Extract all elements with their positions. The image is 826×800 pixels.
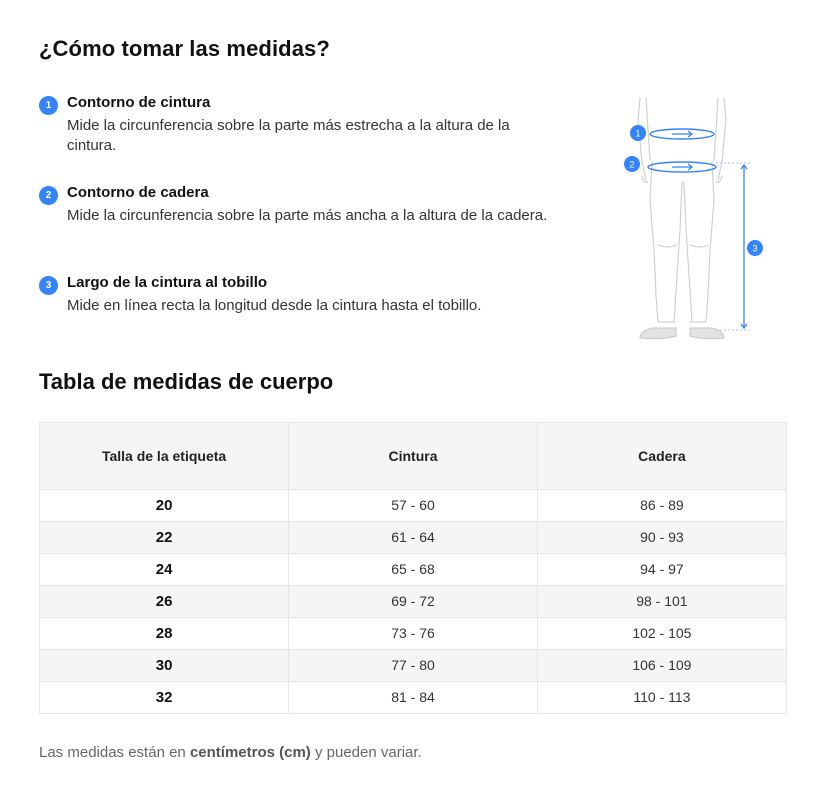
size-cell: 26 <box>40 585 289 617</box>
size-cell: 20 <box>40 489 289 521</box>
units-note-prefix: Las medidas están en <box>39 744 190 761</box>
size-cell: 22 <box>40 521 289 553</box>
table-title: Tabla de medidas de cuerpo <box>39 369 334 394</box>
step-number-badge: 1 <box>39 96 58 115</box>
table-row <box>40 649 786 681</box>
column-header-hip: Cadera <box>537 423 786 489</box>
hip-cell: 110 - 113 <box>633 689 691 706</box>
figure-marker-3: 3 <box>752 243 758 254</box>
hip-cell: 102 - 105 <box>537 617 786 649</box>
units-note-bold: centímetros (cm) <box>189 744 311 761</box>
body-measurement-illustration-icon <box>612 90 772 350</box>
table-row <box>40 521 786 553</box>
waist-cell: 57 - 60 <box>289 489 538 521</box>
hip-cell: 106 - 109 <box>537 649 786 681</box>
hip-cell: 86 - 89 <box>537 489 786 521</box>
step-description: Mide en línea recta la longitud desde la cintura hasta el tobillo. <box>67 297 482 314</box>
column-header-waist: Cintura <box>289 423 538 489</box>
waist-cell: 81 - 84 <box>289 681 538 713</box>
size-cell: 24 <box>40 553 289 585</box>
hip-cell: 98 - 101 <box>537 585 786 617</box>
figure-marker-1: 1 <box>635 128 641 139</box>
hip-cell: 94 - 97 <box>537 553 786 585</box>
table-row <box>40 617 786 649</box>
waist-cell: 65 - 68 <box>289 553 538 585</box>
table-row <box>40 489 786 521</box>
size-cell: 28 <box>40 617 289 649</box>
size-table <box>39 422 787 714</box>
step-number-badge: 2 <box>39 186 58 205</box>
page-title: ¿Cómo tomar las medidas? <box>39 36 330 61</box>
waist-cell: 69 - 72 <box>289 585 538 617</box>
units-note <box>39 744 422 761</box>
table-header-row <box>40 423 786 489</box>
waist-cell: 61 - 64 <box>289 521 538 553</box>
table-row <box>40 585 786 617</box>
table-row <box>40 553 786 585</box>
units-note-suffix: y pueden variar. <box>310 744 422 761</box>
waist-cell: 73 - 76 <box>289 617 538 649</box>
size-cell: 30 <box>40 649 289 681</box>
hip-cell: 90 - 93 <box>537 521 786 553</box>
step-description: Mide la circunferencia sobre la parte más estrecha a la altura de la cintura. <box>67 117 510 154</box>
step-title: Contorno de cadera <box>67 184 209 201</box>
size-cell: 32 <box>40 681 289 713</box>
table-row <box>40 681 786 713</box>
step-description: Mide la circunferencia sobre la parte más ancha a la altura de la cadera. <box>67 207 548 224</box>
waist-cell: 77 - 80 <box>289 649 538 681</box>
step-number-badge: 3 <box>39 276 58 295</box>
figure-marker-2: 2 <box>629 159 635 170</box>
column-header-size: Talla de la etiqueta <box>40 423 289 489</box>
body-outline-icon <box>612 90 772 350</box>
step-title: Contorno de cintura <box>67 94 211 111</box>
step-title: Largo de la cintura al tobillo <box>67 274 268 291</box>
